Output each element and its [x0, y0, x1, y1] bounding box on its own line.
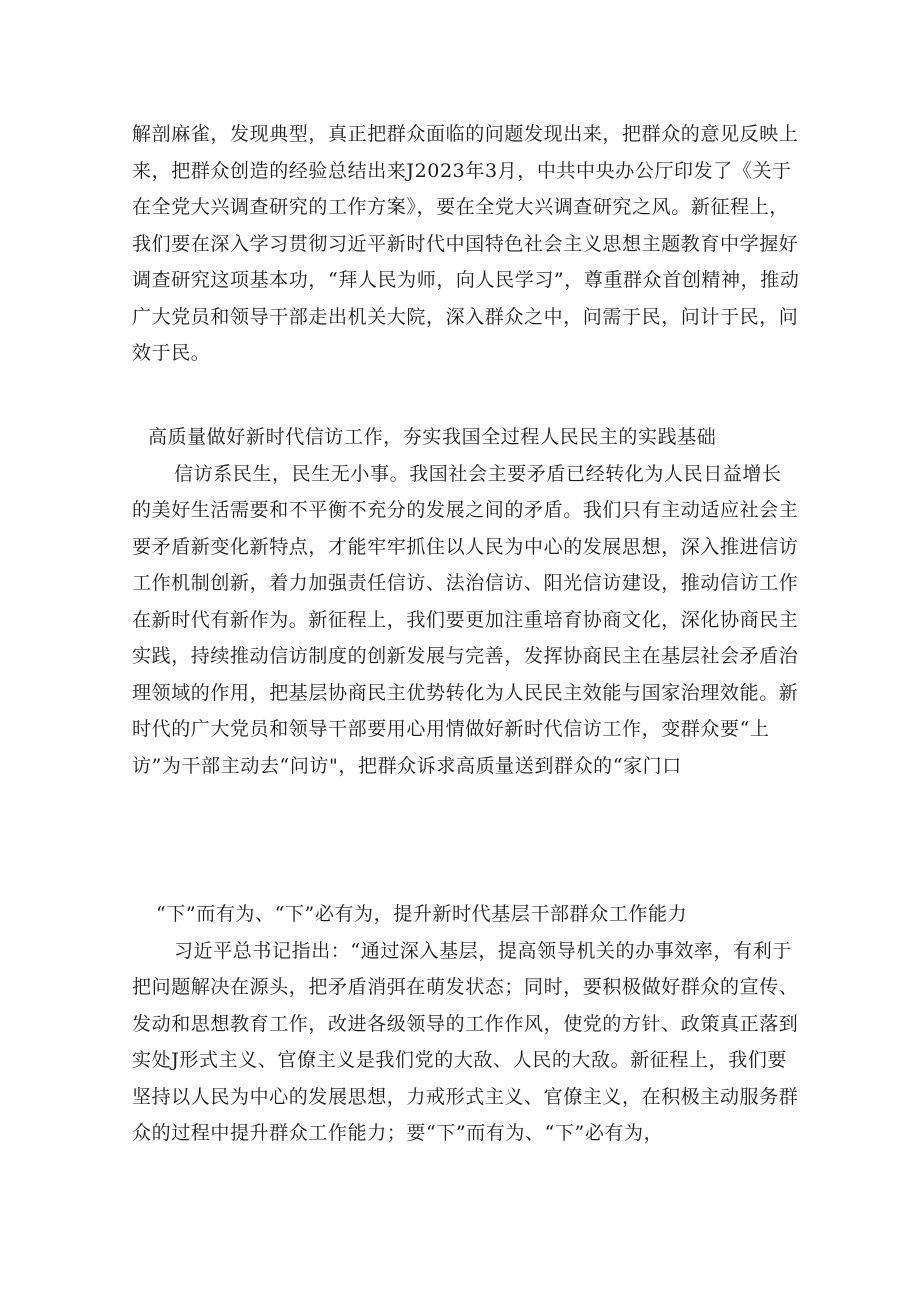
body-paragraph: 信访系民生，民生无小事。我国社会主要矛盾已经转化为人民日益增长的美好生活需要和不平衡不充分的发展之间的矛盾。我们只有主动适应社会主要矛盾新变化新特点，才能牢牢抓住以人民为中心的发展思想，深入推进信访工作机制创新，着力加强责任信访、法治信访、阳光信访建设，推动信访工作在新时代有新作为。新征程上，我们要更加注重培育协商文化，深化协商民主实践，持续推动信访制度的创新发展与完善，发挥协商民主在基层社会矛盾治理领域的作用，把基层协商民主优势转化为人民民主效能与国家治理效能。新时代的广大党员和领导干部要用心用情做好新时代信访工作，变群众要“上访”为干部主动去“问访"，把群众诉求高质量送到群众的“家门口	[132, 462, 799, 777]
section-heading: “下”而有为、“下”必有为，提升新时代基层干部群众工作能力	[156, 903, 688, 925]
section-heading: 高质量做好新时代信访工作，夯实我国全过程人民民主的实践基础	[148, 426, 717, 448]
document-section-3	[132, 896, 800, 1152]
body-paragraph: 解剖麻雀，发现典型，真正把群众面临的问题发现出来，把群众的意见反映上来，把群众创造的经验总结出来J2023年3月，中共中央办公厅印发了《关于在全党大兴调查研究的工作方案》，要在全党大兴调查研究之风。新征程上，我们要在深入学习贯彻习近平新时代中国特色社会主义思想主题教育中学握好调查研究这项基本功，“拜人民为师，向人民学习”，尊重群众首创精神，推动广大党员和领导干部走出机关大院，深入群众之中，问需于民，问计于民，问效于民。	[132, 123, 800, 364]
document-section-2	[132, 419, 800, 784]
document-body	[132, 116, 800, 372]
body-paragraph: 习近平总书记指出：“通过深入基层，提高领导机关的办事效率，有利于把问题解决在源头，把矛盾消弭在萌发状态；同时，要积极做好群众的宣传、发动和思想教育工作，改进各级领导的工作作风，使党的方针、政策真正落到实处J形式主义、官僚主义是我们党的大敌、人民的大敌。新征程上，我们要坚持以人民为中心的发展思想，力戒形式主义、官僚主义，在积极主动服务群众的过程中提升群众工作能力；要“下”而有为、“下”必有为，	[132, 939, 799, 1144]
